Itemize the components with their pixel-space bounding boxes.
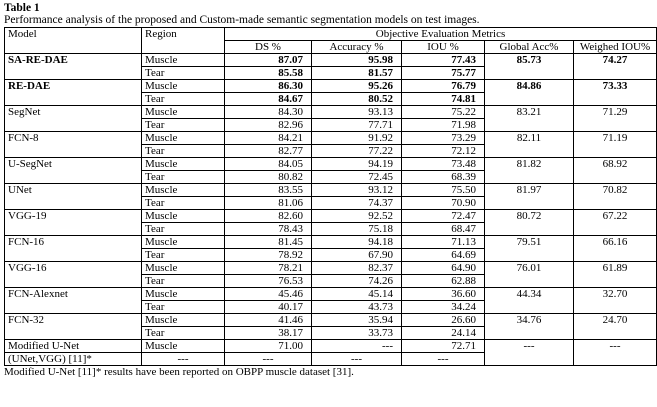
cell-accuracy: 72.45 bbox=[312, 171, 402, 184]
cell-ds: 78.21 bbox=[225, 262, 312, 275]
model-name: FCN-Alexnet bbox=[5, 288, 142, 314]
table-description: Performance analysis of the proposed and Custom-made semantic segmentation models on test images. bbox=[4, 14, 480, 26]
cell-weighted-iou: 74.27 bbox=[574, 54, 657, 80]
table-row bbox=[5, 288, 657, 301]
cell-ds: 84.67 bbox=[225, 93, 312, 106]
cell-ds: 86.30 bbox=[225, 80, 312, 93]
cell-accuracy: 45.14 bbox=[312, 288, 402, 301]
region-label: Tear bbox=[142, 119, 225, 132]
cell-iou: 73.29 bbox=[402, 132, 485, 145]
model-name: RE-DAE bbox=[5, 80, 142, 106]
cell-iou: 71.13 bbox=[402, 236, 485, 249]
results-table bbox=[4, 27, 657, 366]
region-label: Tear bbox=[142, 197, 225, 210]
cell-ds: 87.07 bbox=[225, 54, 312, 67]
model-name: FCN-16 bbox=[5, 236, 142, 262]
cell-iou: 71.98 bbox=[402, 119, 485, 132]
cell-weighted-iou: 71.19 bbox=[574, 132, 657, 158]
table-row bbox=[5, 210, 657, 223]
cell-weighted-iou: 24.70 bbox=[574, 314, 657, 340]
cell-ds: 82.60 bbox=[225, 210, 312, 223]
cell-weighted-iou: 61.89 bbox=[574, 262, 657, 288]
cell-iou: 75.22 bbox=[402, 106, 485, 119]
cell-iou: 68.39 bbox=[402, 171, 485, 184]
cell-weighted-iou: 68.92 bbox=[574, 158, 657, 184]
cell-iou: 70.90 bbox=[402, 197, 485, 210]
cell-global-acc: 81.82 bbox=[485, 158, 574, 184]
cell-ds: 40.17 bbox=[225, 301, 312, 314]
model-name: VGG-16 bbox=[5, 262, 142, 288]
model-name: (UNet,VGG) [11]* bbox=[5, 353, 142, 366]
table-title: Table 1 bbox=[4, 2, 40, 14]
region-label: Tear bbox=[142, 171, 225, 184]
cell-accuracy: 91.92 bbox=[312, 132, 402, 145]
cell-iou: 68.47 bbox=[402, 223, 485, 236]
cell-iou: 64.90 bbox=[402, 262, 485, 275]
cell-accuracy: 43.73 bbox=[312, 301, 402, 314]
region-label: Tear bbox=[142, 249, 225, 262]
cell-accuracy: 74.37 bbox=[312, 197, 402, 210]
region-label: Tear bbox=[142, 67, 225, 80]
cell-global-acc: 82.11 bbox=[485, 132, 574, 158]
model-name: Modified U-Net bbox=[5, 340, 142, 353]
table-row bbox=[5, 158, 657, 171]
region-label: Muscle bbox=[142, 210, 225, 223]
table-row bbox=[5, 132, 657, 145]
cell-accuracy: 80.52 bbox=[312, 93, 402, 106]
cell-ds: 82.96 bbox=[225, 119, 312, 132]
header-region: Region bbox=[142, 28, 225, 54]
cell-ds: 82.77 bbox=[225, 145, 312, 158]
cell-iou: 73.48 bbox=[402, 158, 485, 171]
model-name: FCN-8 bbox=[5, 132, 142, 158]
model-name: VGG-19 bbox=[5, 210, 142, 236]
cell-global-acc: 34.76 bbox=[485, 314, 574, 340]
cell-weighted-iou: 66.16 bbox=[574, 236, 657, 262]
cell-global-acc: 85.73 bbox=[485, 54, 574, 80]
region-label: Muscle bbox=[142, 288, 225, 301]
cell-iou: 77.43 bbox=[402, 54, 485, 67]
region-label: Tear bbox=[142, 327, 225, 340]
table-row-last bbox=[5, 340, 657, 353]
region-label: Muscle bbox=[142, 184, 225, 197]
cell-weighted-iou: 73.33 bbox=[574, 80, 657, 106]
region-label: Tear bbox=[142, 93, 225, 106]
region-label: Tear bbox=[142, 275, 225, 288]
header-metric: IOU % bbox=[402, 41, 485, 54]
cell-ds: 80.82 bbox=[225, 171, 312, 184]
cell-iou: 62.88 bbox=[402, 275, 485, 288]
region-label: Muscle bbox=[142, 106, 225, 119]
cell-global-acc: 84.86 bbox=[485, 80, 574, 106]
table-row bbox=[5, 106, 657, 119]
cell-ds: 84.05 bbox=[225, 158, 312, 171]
cell-iou: 76.79 bbox=[402, 80, 485, 93]
model-name: SA-RE-DAE bbox=[5, 54, 142, 80]
region-label: Muscle bbox=[142, 340, 225, 353]
cell-ds: 76.53 bbox=[225, 275, 312, 288]
cell-iou: 24.14 bbox=[402, 327, 485, 340]
cell-accuracy: 77.71 bbox=[312, 119, 402, 132]
cell-accuracy: --- bbox=[312, 353, 402, 366]
cell-global-acc: 79.51 bbox=[485, 236, 574, 262]
region-label: Tear bbox=[142, 301, 225, 314]
table-page bbox=[4, 2, 651, 378]
cell-iou: 75.50 bbox=[402, 184, 485, 197]
cell-ds: 84.21 bbox=[225, 132, 312, 145]
region-label: Muscle bbox=[142, 236, 225, 249]
cell-accuracy: 33.73 bbox=[312, 327, 402, 340]
cell-weighted-iou: 32.70 bbox=[574, 288, 657, 314]
cell-ds: 78.43 bbox=[225, 223, 312, 236]
header-metric: DS % bbox=[225, 41, 312, 54]
model-name: SegNet bbox=[5, 106, 142, 132]
cell-accuracy: 93.13 bbox=[312, 106, 402, 119]
table-row bbox=[5, 236, 657, 249]
cell-iou: 72.71 bbox=[402, 340, 485, 353]
table-body bbox=[5, 54, 657, 366]
cell-global-acc: --- bbox=[485, 340, 574, 366]
cell-iou: 26.60 bbox=[402, 314, 485, 327]
cell-ds: 78.92 bbox=[225, 249, 312, 262]
region-label: Tear bbox=[142, 145, 225, 158]
cell-global-acc: 83.21 bbox=[485, 106, 574, 132]
cell-ds: 83.55 bbox=[225, 184, 312, 197]
cell-accuracy: 81.57 bbox=[312, 67, 402, 80]
cell-iou: 72.12 bbox=[402, 145, 485, 158]
cell-iou: 74.81 bbox=[402, 93, 485, 106]
cell-iou: 34.24 bbox=[402, 301, 485, 314]
cell-accuracy: 92.52 bbox=[312, 210, 402, 223]
cell-ds: 45.46 bbox=[225, 288, 312, 301]
table-row bbox=[5, 80, 657, 93]
cell-ds: 38.17 bbox=[225, 327, 312, 340]
cell-accuracy: 35.94 bbox=[312, 314, 402, 327]
cell-iou: --- bbox=[402, 353, 485, 366]
table-row bbox=[5, 184, 657, 197]
cell-iou: 36.60 bbox=[402, 288, 485, 301]
cell-accuracy: 93.12 bbox=[312, 184, 402, 197]
cell-accuracy: 67.90 bbox=[312, 249, 402, 262]
cell-accuracy: 95.26 bbox=[312, 80, 402, 93]
region-label: Muscle bbox=[142, 314, 225, 327]
region-label: Muscle bbox=[142, 54, 225, 67]
header-metric: Global Acc% bbox=[485, 41, 574, 54]
cell-global-acc: 80.72 bbox=[485, 210, 574, 236]
model-name: FCN-32 bbox=[5, 314, 142, 340]
region-label: Muscle bbox=[142, 80, 225, 93]
cell-global-acc: 44.34 bbox=[485, 288, 574, 314]
region-label: Tear bbox=[142, 223, 225, 236]
cell-ds: 71.00 bbox=[225, 340, 312, 353]
cell-ds: 81.45 bbox=[225, 236, 312, 249]
model-name: U-SegNet bbox=[5, 158, 142, 184]
region-label: Muscle bbox=[142, 262, 225, 275]
cell-ds: 84.30 bbox=[225, 106, 312, 119]
cell-accuracy: 77.22 bbox=[312, 145, 402, 158]
table-footnote: Modified U-Net [11]* results have been reported on OBPP muscle dataset [31]. bbox=[4, 366, 354, 378]
cell-ds: 41.46 bbox=[225, 314, 312, 327]
header-model: Model bbox=[5, 28, 142, 54]
cell-accuracy: --- bbox=[312, 340, 402, 353]
cell-weighted-iou: 71.29 bbox=[574, 106, 657, 132]
cell-ds: 85.58 bbox=[225, 67, 312, 80]
cell-accuracy: 75.18 bbox=[312, 223, 402, 236]
cell-accuracy: 95.98 bbox=[312, 54, 402, 67]
table-row bbox=[5, 54, 657, 67]
cell-weighted-iou: --- bbox=[574, 340, 657, 366]
cell-accuracy: 82.37 bbox=[312, 262, 402, 275]
table-row bbox=[5, 314, 657, 327]
cell-weighted-iou: 67.22 bbox=[574, 210, 657, 236]
cell-accuracy: 94.19 bbox=[312, 158, 402, 171]
model-name: UNet bbox=[5, 184, 142, 210]
cell-iou: 64.69 bbox=[402, 249, 485, 262]
table-row bbox=[5, 262, 657, 275]
cell-weighted-iou: 70.82 bbox=[574, 184, 657, 210]
header-metric: Weighed IOU% bbox=[574, 41, 657, 54]
cell-global-acc: 81.97 bbox=[485, 184, 574, 210]
cell-global-acc: 76.01 bbox=[485, 262, 574, 288]
header-group: Objective Evaluation Metrics bbox=[225, 28, 657, 41]
cell-ds: --- bbox=[225, 353, 312, 366]
region-label: Muscle bbox=[142, 158, 225, 171]
cell-accuracy: 94.18 bbox=[312, 236, 402, 249]
region-label: Muscle bbox=[142, 132, 225, 145]
cell-ds: 81.06 bbox=[225, 197, 312, 210]
cell-iou: 72.47 bbox=[402, 210, 485, 223]
region-label: --- bbox=[142, 353, 225, 366]
header-metric: Accuracy % bbox=[312, 41, 402, 54]
cell-iou: 75.77 bbox=[402, 67, 485, 80]
cell-accuracy: 74.26 bbox=[312, 275, 402, 288]
